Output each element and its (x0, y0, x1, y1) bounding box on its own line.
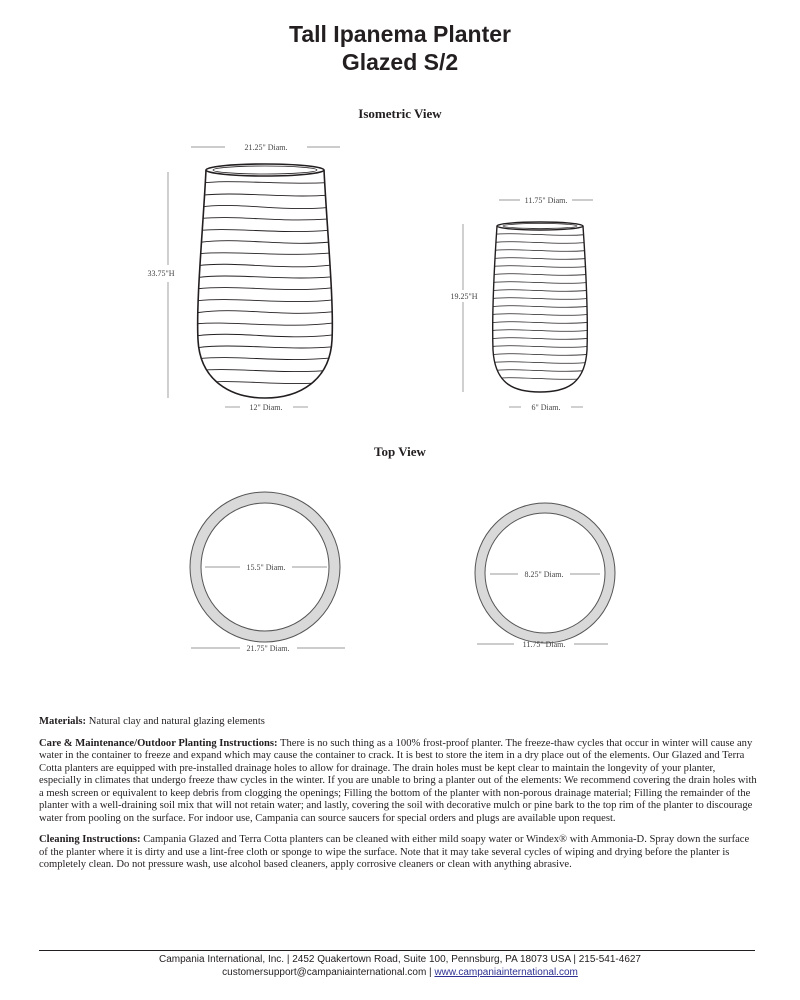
large-bottom-diameter-label: 12" Diam. (249, 403, 283, 412)
large-outer-diameter-label: 21.75" Diam. (246, 644, 290, 653)
page-title-line-2: Glazed S/2 (341, 49, 459, 75)
support-email[interactable]: customersupport@campaniainternational.com (222, 967, 427, 978)
cleaning-label: Cleaning Instructions: (39, 834, 141, 845)
large-top-diameter-label: 21.25" Diam. (244, 143, 288, 152)
website-link[interactable]: www.campaniainternational.com (434, 967, 578, 978)
specifications (39, 716, 759, 881)
footer (0, 953, 800, 979)
footer-divider (39, 950, 755, 951)
care-label: Care & Maintenance/Outdoor Planting Instructions: (39, 737, 278, 749)
care-text: There is no such thing as a 100% frost-proof planter. The freeze-thaw cycles that occur in winter will cause any water in the container to freeze and expand which may cause the container to crack. It is best to store the item in a dry place out of the elements. Our Glazed and Terra Cotta planters are equipped with pre-installed drainage holes to allow for drainage. The drain holes must be kept clear to maintain the longevity of your planter, especially in climates that undergo freeze thaw cycles in the winter. If you are unable to bring a planter out of the elements: We recommend covering the drain holes with a mesh screen or equivalent to keep debris from clogging the openings; Filling the bottom of the planter with non-porous drainage material; Filling the remainder of the planter with a well-draining soil mix that will not retain water; and lastly, covering the soil with decorative mulch or pine bark to the top rim of the planter to discourage water from pooling on the surface. For indoor use, Campania can source saucers for special orders and plugs are available upon request. (39, 737, 757, 824)
small-height-label: 19.25"H (450, 292, 478, 301)
footer-separator: | (426, 967, 435, 978)
care-paragraph (39, 738, 759, 826)
small-planter-top-view (475, 503, 615, 649)
isometric-view-heading: Isometric View (358, 106, 442, 121)
large-planter-top-view (190, 492, 345, 653)
cleaning-paragraph (39, 834, 759, 872)
company-address: Campania International, Inc. | 2452 Quakertown Road, Suite 100, Pennsburg, PA 18073 USA | 215-541-4627 (159, 954, 641, 965)
materials-text: Natural clay and natural glazing elements (86, 716, 265, 727)
small-top-diameter-label: 11.75" Diam. (524, 196, 568, 205)
small-planter-isometric (450, 196, 593, 412)
contact-line (0, 966, 800, 979)
large-height-label: 33.75"H (147, 269, 175, 278)
materials-paragraph (39, 716, 759, 729)
page-title-line-1: Tall Ipanema Planter (289, 21, 511, 47)
cleaning-text: Campania Glazed and Terra Cotta planters can be cleaned with either mild soapy water or Windex® with Ammonia-D. Spray down the surface of the planter where it is dirty and use a lint-free cloth or sponge to wipe the surface. Note that it may take several cycles of wiping and drying before the planter is completely clean. Do not pressure wash, use alcohol based cleaners, apply corrosive cleaners or clean with anything abrasive. (39, 834, 750, 870)
top-view-heading: Top View (374, 444, 426, 459)
small-bottom-diameter-label: 6" Diam. (531, 403, 561, 412)
small-inner-diameter-label: 8.25" Diam. (524, 570, 564, 579)
large-planter-isometric (147, 143, 340, 412)
materials-label: Materials: (39, 716, 87, 727)
small-outer-diameter-label: 11.75" Diam. (522, 640, 566, 649)
large-inner-diameter-label: 15.5" Diam. (246, 563, 286, 572)
